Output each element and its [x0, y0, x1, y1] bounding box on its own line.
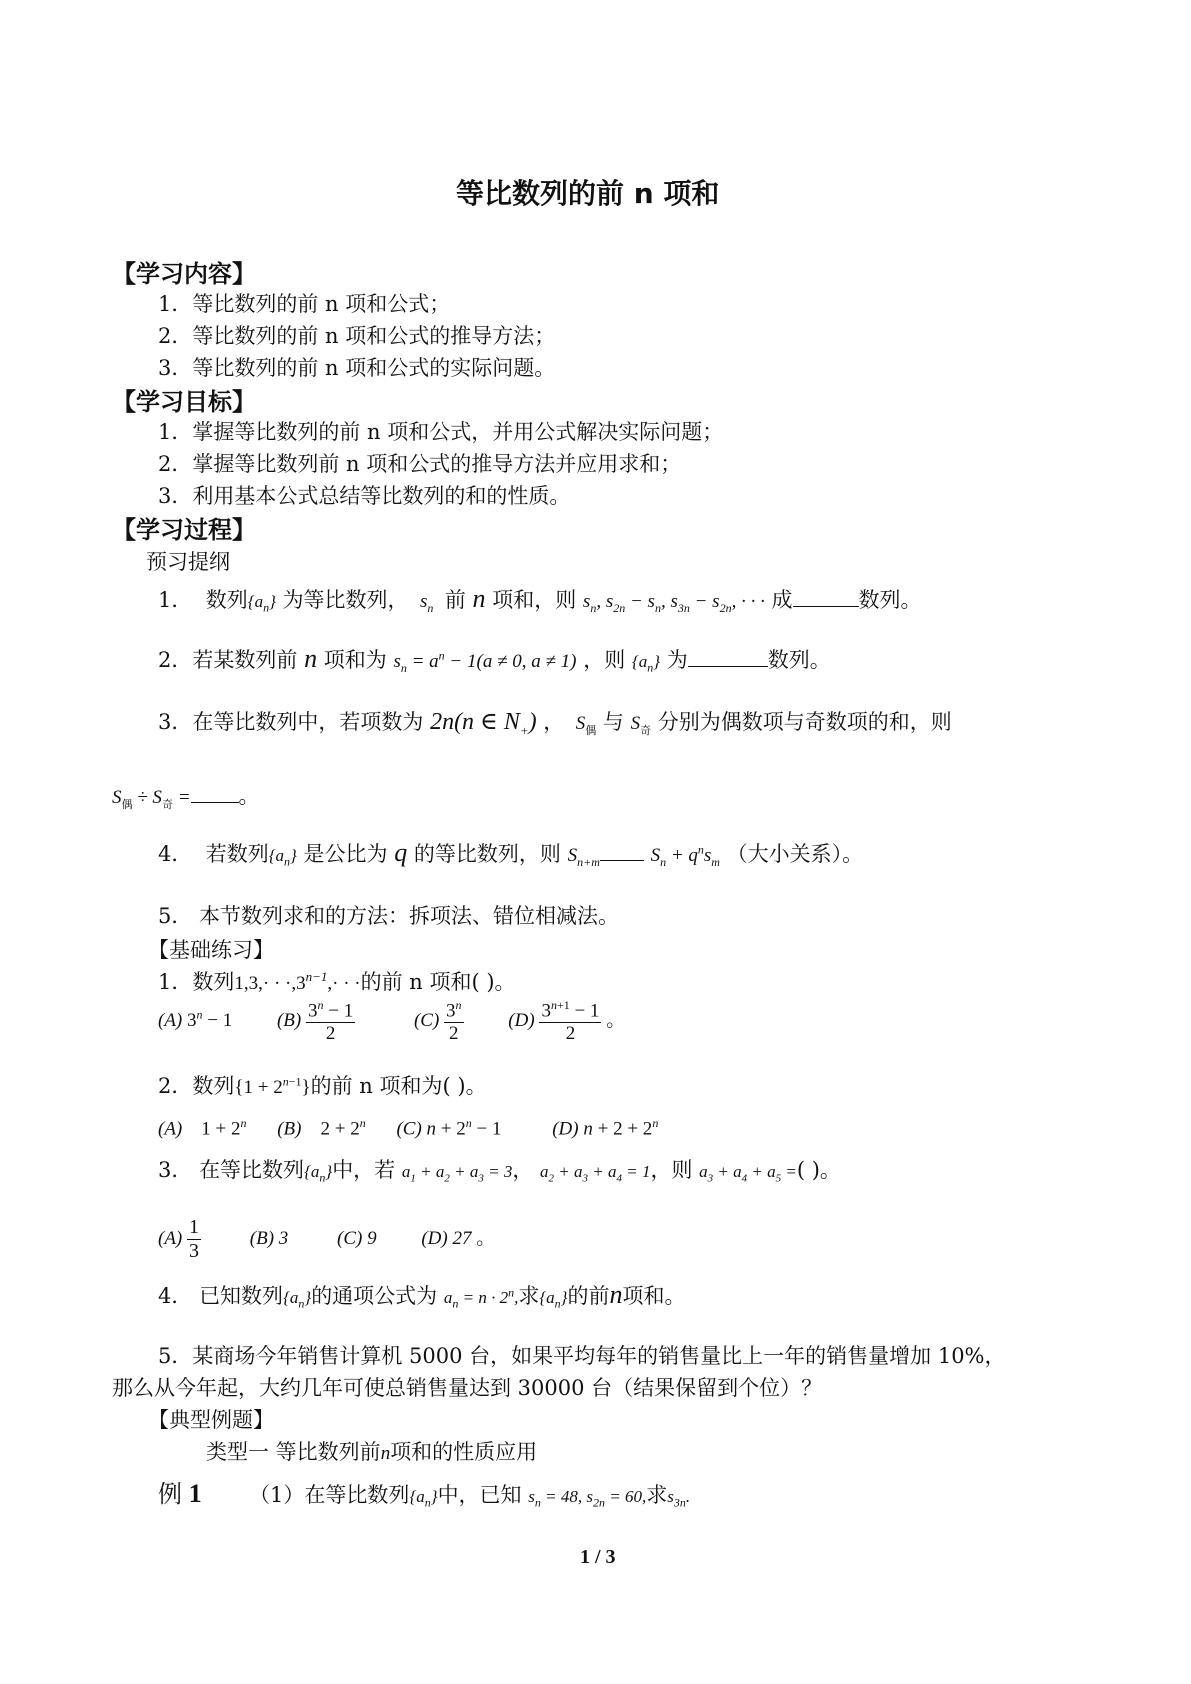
content-item: 2．等比数列的前 n 项和公式的推导方法；: [158, 324, 556, 348]
goal-item: 1．掌握等比数列的前 n 项和公式，并用公式解决实际问题；: [158, 420, 724, 444]
basic-q1: 1．数列$1,3,\cdot \cdot \cdot,3^{n-1},\cdot$ · ·的前 n 项和( )。: [158, 969, 516, 994]
content-item: 1．等比数列的前 n 项和公式；: [158, 292, 451, 316]
basic-q5-line2: 那么从今年起，大约几年可使总销售量达到 30000 台（结果保留到个位）？: [112, 1376, 823, 1400]
typical-header: 【典型例题】: [148, 1408, 274, 1432]
section-header-content: 【学习内容】: [112, 260, 256, 288]
content-item: 3．等比数列的前 n 项和公式的实际问题。: [158, 356, 556, 380]
typical-type1: 类型一 等比数列前n项和的性质应用: [206, 1440, 538, 1464]
section-header-process: 【学习过程】: [112, 516, 256, 544]
preview-q2: 2．若某数列前 n 项和为 $s_n = a^n - 1(a \ne 0$, a ≠ 1) ，则 $\{a_n\}$ 为 数列。: [158, 644, 831, 675]
goal-item: 2．掌握等比数列前 n 项和公式的推导方法并应用求和；: [158, 452, 682, 476]
basic-q4: 4． 已知数列$\{a_n\}$的通项公式为 $a_n = n \cdot 2^n$,求$\{a_n\}$的前n项和。: [158, 1280, 686, 1311]
basic-q2-options: (A) $1 + 2^n$ (B) $2 + 2^n$ (C) $n + 2^n - 1$ (D) $n + 2 + 2^n$: [158, 1116, 659, 1140]
preview-q5: 5． 本节数列求和的方法：拆项法、错位相减法。: [158, 904, 620, 928]
basic-q3: 3． 在等比数列$\{a_n\}$中，若 $a_1 + a_2 + a_3 = 3$， $a_2 + a_3 + a_4 = 1$，则 $a_3 + a_4 + a_5$ =( )。: [158, 1158, 841, 1185]
page-number: 1 / 3: [580, 1546, 616, 1568]
example-1: 例 1 （1）在等比数列$\{a_n\}$中，已知 $s_n = 48$, $s_{2n} = 60$,求$s_{3n}$.: [158, 1479, 691, 1510]
preview-q1: 1． 数列$\{a_n\}$ 为等比数列， $s_n$ 前 n 项和，则 $s_n$, $s_{2n} - s_n$, $s_{3n} - s_{2n}$, · · · 成 数列。: [158, 584, 922, 615]
preview-q3-cont: $S_偶 \div S_奇$ = 。: [112, 784, 260, 811]
basic-header: 【基础练习】: [148, 938, 274, 962]
goal-item: 3．利用基本公式总结等比数列的和的性质。: [158, 484, 571, 508]
basic-q5-line1: 5．某商场今年销售计算机 5000 台，如果平均每年的销售量比上一年的销售量增加 10%，: [158, 1344, 1006, 1368]
preview-q3: 3．在等比数列中，若项数为 2n(n ∈ $N_+$) ， $S_偶$ 与 $S_奇$ 分别为偶数项与奇数项的和，则: [158, 709, 952, 738]
preview-q4: 4． 若数列$\{a_n\}$ 是公比为 q 的等比数列，则 $S_{n+m}$ $S_n + q^ns_m$ （大小关系）。: [158, 838, 864, 869]
basic-q2: 2．数列$\{1 + 2^{n-1}\}$的前 n 项和为( )。: [158, 1074, 487, 1098]
basic-q1-options: (A) $3^n - 1$ (B) $\frac{3^n - 1}{2}$ (C) $\frac{3^n}{2}$ (D) $\frac{3^{n+1} - 1}{2}$ 。: [158, 998, 626, 1045]
preview-label: 预习提纲: [146, 550, 230, 574]
section-header-goals: 【学习目标】: [112, 388, 256, 416]
page-title: 等比数列的前 n 项和: [456, 177, 720, 210]
basic-q3-options: (A) $\frac{1}{3}$ (B) 3 (C) 9 (D) 27 。: [158, 1216, 496, 1262]
